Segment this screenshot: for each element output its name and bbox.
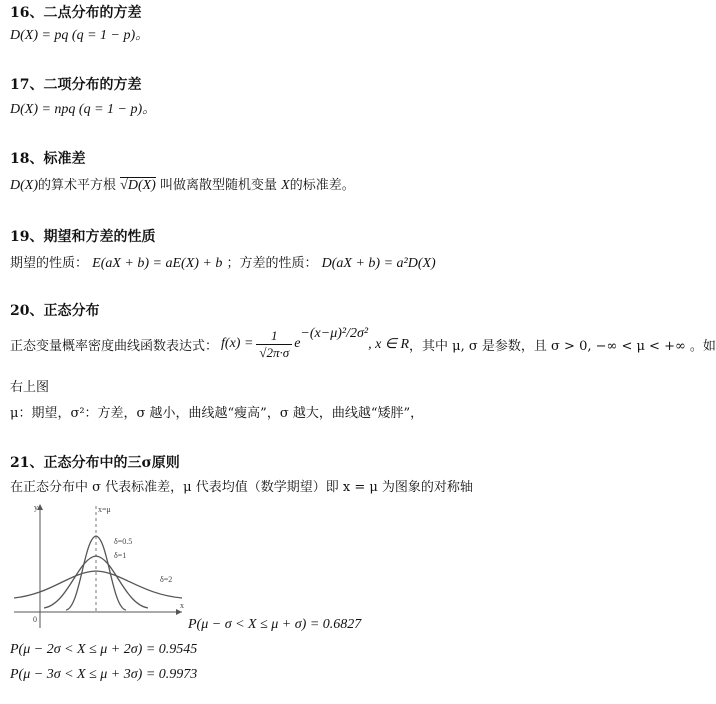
text-18-d: 叫做离散型随机变量 — [159, 178, 277, 193]
y-axis-label: y — [34, 503, 38, 512]
fraction-numerator: 1 — [256, 328, 292, 345]
curve-label-1: δ=1 — [114, 551, 127, 560]
f-lhs: f(x) = — [221, 336, 254, 351]
heading-21: 21、正态分布中的三σ原则 — [10, 455, 180, 471]
heading-16: 16、二点分布的方差 — [10, 5, 142, 21]
density-fraction — [256, 328, 292, 361]
var-label: ；方差的性质： — [226, 256, 318, 271]
text-18-f: 的标准差。 — [289, 178, 355, 193]
curve-sigma-2 — [14, 571, 182, 598]
text-18-b: 的算术平方根 — [38, 178, 117, 193]
var-formula: D(aX + b) = a²D(X) — [321, 256, 436, 271]
text-20-cont: 右上图 — [10, 380, 50, 395]
x-variable: X — [281, 178, 290, 193]
expect-label: 期望的性质： — [10, 256, 89, 271]
curve-label-0-5: δ=0.5 — [114, 537, 133, 546]
expect-formula: E(aX + b) = aE(X) + b — [92, 256, 223, 271]
prob-two-sigma: P(μ − 2σ < X ≤ μ + 2σ) = 0.9545 — [10, 642, 198, 657]
heading-18: 18、标准差 — [10, 151, 86, 167]
sqrt-dx-term: √D(X) — [120, 178, 156, 193]
heading-19: 19、期望和方差的性质 — [10, 229, 156, 245]
curve-label-2: δ=2 — [160, 575, 173, 584]
curve-sigma-1 — [44, 556, 148, 608]
heading-20: 20、正态分布 — [10, 303, 100, 319]
normal-density-line — [10, 324, 716, 364]
text-21-desc: 在正态分布中 σ 代表标准差，μ 代表均值（数学期望）即 x = μ 为图象的对称轴 — [10, 480, 473, 495]
exp-power: −(x−μ)²/2σ² — [300, 326, 369, 341]
fraction-denominator: √2π·σ — [259, 344, 290, 360]
dx-term: D(X) — [10, 178, 38, 193]
exp-base: e — [294, 336, 301, 351]
mu-axis-label: x=μ — [98, 505, 111, 514]
origin-label: 0 — [33, 615, 37, 624]
params-text: ，其中 μ, σ 是参数，且 σ > 0, −∞ < μ < +∞ 。如 — [409, 338, 716, 354]
text-18 — [10, 174, 355, 194]
normal-curves-figure — [10, 500, 186, 632]
density-desc: 正态变量概率密度曲线函数表达式： — [10, 338, 219, 354]
formula-17: D(X) = npq (q = 1 − p)。 — [10, 102, 157, 117]
text-19 — [10, 252, 436, 272]
prob-three-sigma: P(μ − 3σ < X ≤ μ + 3σ) = 0.9973 — [10, 667, 198, 682]
formula-16: D(X) = pq (q = 1 − p)。 — [10, 28, 150, 43]
x-axis-label: x — [180, 601, 184, 610]
heading-17: 17、二项分布的方差 — [10, 77, 142, 93]
domain-text: , x ∈ R — [368, 336, 410, 352]
prob-one-sigma: P(μ − σ < X ≤ μ + σ) = 0.6827 — [188, 617, 362, 632]
text-20-meaning: μ：期望，σ²：方差，σ 越小，曲线越“瘦高”，σ 越大，曲线越“矮胖”， — [10, 406, 424, 421]
